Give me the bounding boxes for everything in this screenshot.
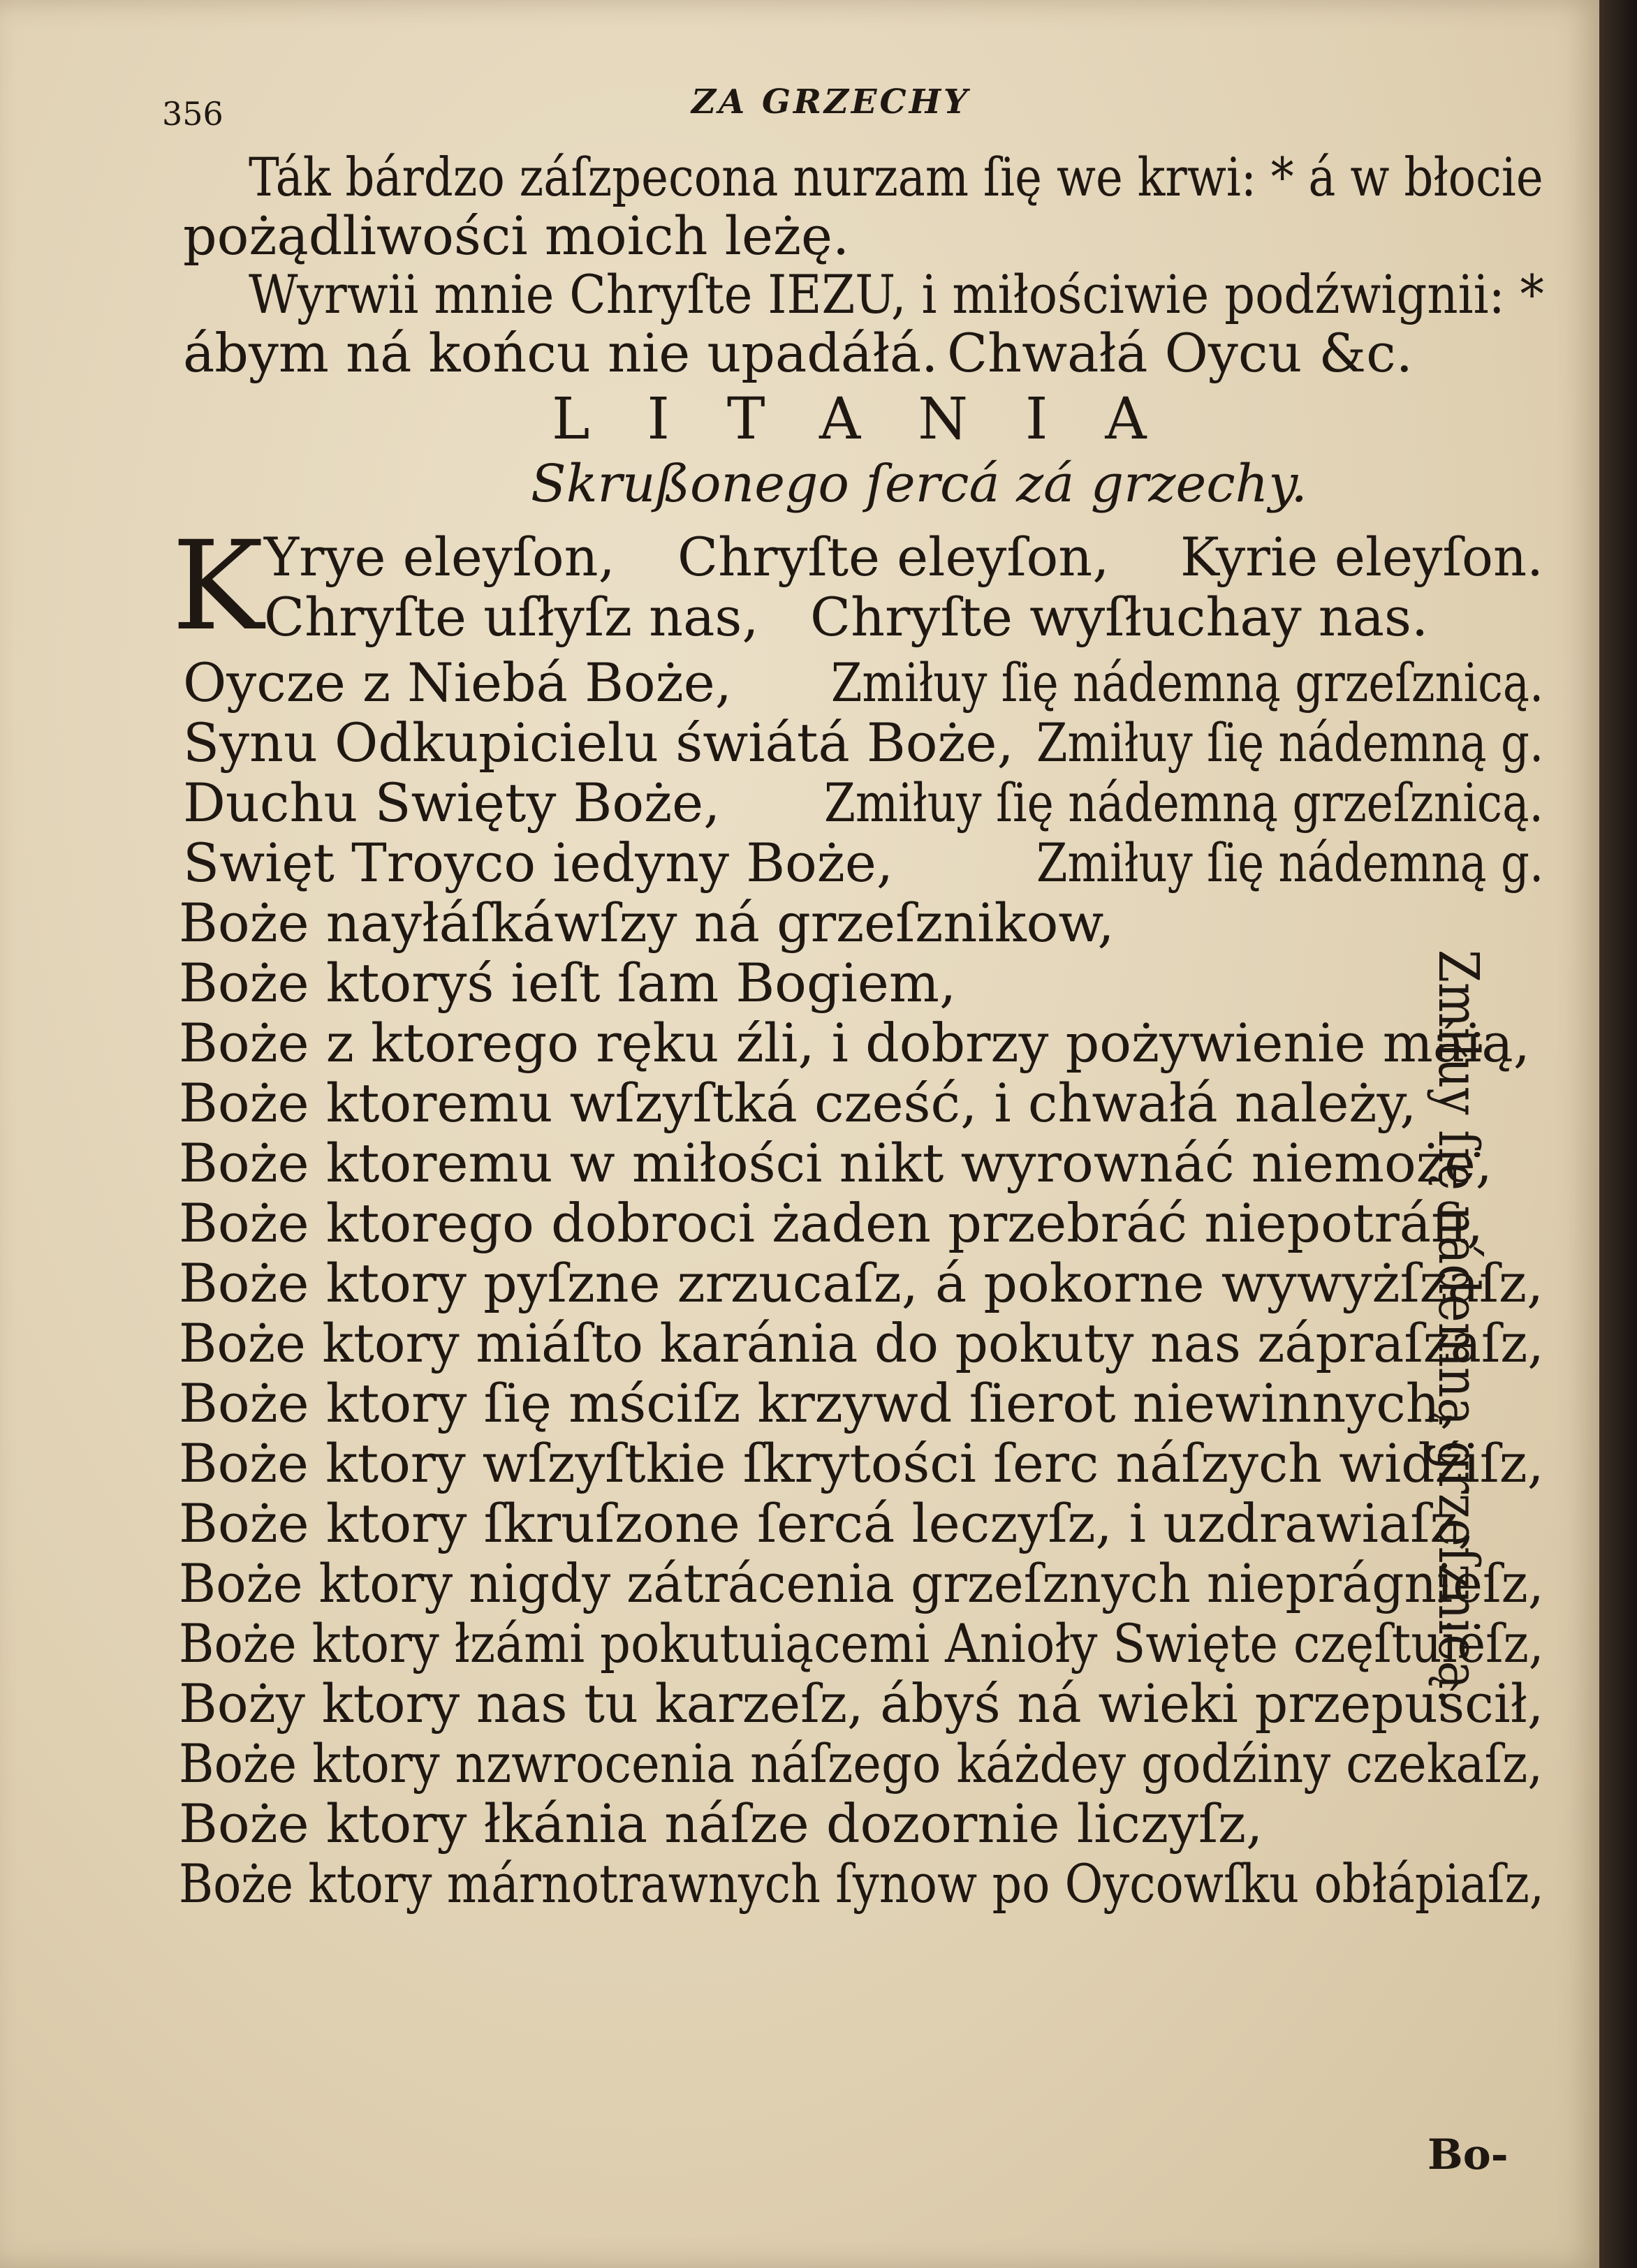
catchword: Bo- <box>1427 2130 1508 2179</box>
invocation: Boże ktorego dobroci żaden przebráć niepotráfi, <box>179 1192 1483 1254</box>
vertical-response: Zmiłuy ſię nádemną grzeſznicą. <box>1426 950 1491 1704</box>
kyrie-item: Chryſte wyſłuchay nas. <box>810 586 1429 648</box>
invocation: Boże ktory márnotrawnych ſynow po Oycowſku obłápiaſz, <box>179 1853 1545 1915</box>
litany-heading: LITANIA <box>552 386 1204 452</box>
prayer-line: pożądliwości moich leżę. <box>183 205 850 267</box>
invocation: Boże ktory wſzyſtkie ſkrytości ſerc náſzych widźiſz, <box>179 1432 1544 1494</box>
invocation: Boże ktoremu w miłości nikt wyrownáć niemoże, <box>179 1132 1492 1194</box>
invocation: Boże ktory miáſto karánia do pokuty nas zápraſzaſz, <box>179 1312 1544 1374</box>
prayer-line: ábym ná końcu nie upadáłá. <box>183 322 939 384</box>
invocation: Boże z ktorego ręku źli, i dobrzy pożywienie máią, <box>179 1012 1530 1074</box>
invocation: Boże ktory nzwrocenia náſzego káżdey godźiny czekaſz, <box>179 1732 1543 1795</box>
book-gutter <box>1599 0 1637 2268</box>
doxology: Chwałá Oycu &c. <box>947 322 1413 384</box>
invocation: Boże ktory nigdy zátrácenia grzeſznych nieprágnieſz, <box>179 1552 1544 1614</box>
kyrie-item: Chryſte eleyſon, <box>677 526 1110 588</box>
invocation: Boże ktoryś ieſt ſam Bogiem, <box>179 952 957 1014</box>
invocation: Duchu Swięty Boże, <box>183 772 721 834</box>
response: Zmiłuy ſię nádemną grzeſznicą. <box>824 772 1544 834</box>
response: Zmiłuy ſię nádemną g. <box>1036 712 1544 774</box>
kyrie-item: Yrye eleyſon, <box>264 526 615 588</box>
invocation: Oycze z Niebá Boże, <box>183 651 732 714</box>
invocation: Boże ktory pyſzne zrzucaſz, á pokorne wywyżſzaſz, <box>179 1252 1544 1314</box>
invocation: Synu Odkupicielu świátá Boże, <box>183 712 1014 774</box>
invocation: Boże ktoremu wſzyſtká cześć, i chwałá należy, <box>179 1072 1417 1134</box>
invocation: Boże nayłáſkáwſzy ná grzeſznikow, <box>179 892 1115 954</box>
invocation: Boże ktory łzámi pokutuiącemi Anioły Swięte częſtuieſz, <box>179 1612 1544 1674</box>
kyrie-item: Chryſte uſłyſz nas, <box>264 586 759 648</box>
invocation: Boże ktory łkánia náſze dozornie liczyſz, <box>179 1792 1263 1855</box>
litany-subtitle: Skrußonego ſercá zá grzechy. <box>531 454 1307 514</box>
response: Zmiłuy ſię nádemną grzeſznicą. <box>831 651 1544 714</box>
page-number: 356 <box>162 95 223 133</box>
invocation: Swięt Troyco iedyny Boże, <box>183 832 893 894</box>
response: Zmiłuy ſię nádemną g. <box>1036 832 1544 894</box>
invocation: Boży ktory nas tu karzeſz, ábyś ná wieki przepuścił, <box>179 1672 1544 1735</box>
running-head: ZA GRZECHY <box>691 82 971 122</box>
drop-cap: K <box>172 515 264 658</box>
kyrie-item: Kyrie eleyſon. <box>1180 526 1543 588</box>
prayer-line: Ták bárdzo záſzpecona nurzam ſię we krwi: * á w błocie <box>249 146 1543 208</box>
invocation: Boże ktory ſię mściſz krzywd ſierot niewinnych, <box>179 1372 1457 1434</box>
invocation: Boże ktory ſkruſzone ſercá leczyſz, i uzdrawiaſz, <box>179 1492 1475 1554</box>
prayer-line: Wyrwii mnie Chryſte IEZU, i miłościwie podźwignii: * <box>249 263 1544 325</box>
